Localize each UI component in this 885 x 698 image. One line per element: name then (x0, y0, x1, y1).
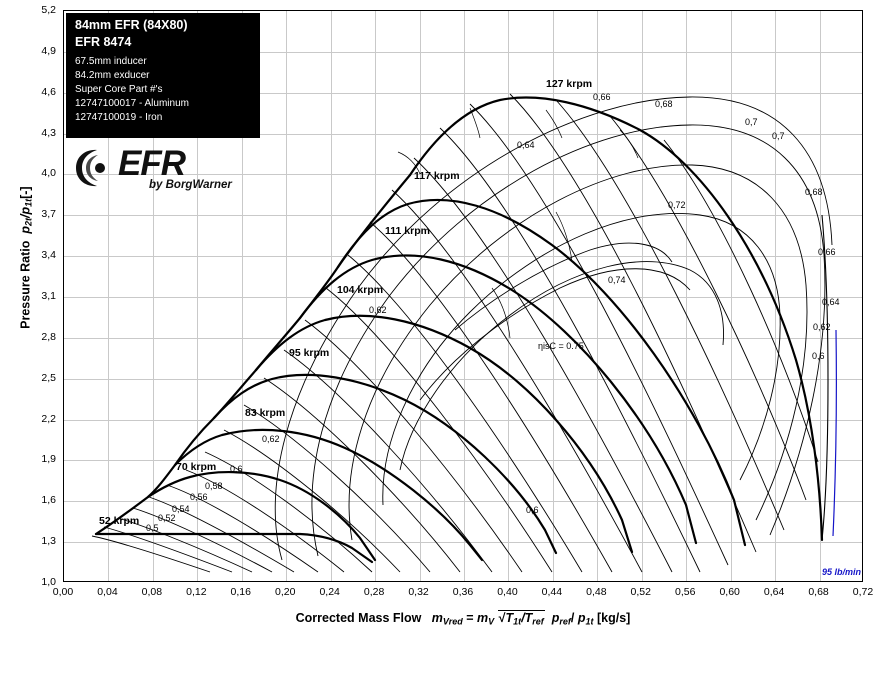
eff-island-070 (383, 213, 780, 505)
eff-label: 0,62 (813, 322, 831, 332)
x-axis-label: Corrected Mass Flow $m_{Vred} = m_V$ $√T_{1t}/T_{ref}$ $p_{ref}/$ $p_{1t}$ [kg/s] (295, 611, 631, 627)
x-tick: 0,24 (319, 586, 340, 598)
eff-label: 0,6 (526, 505, 539, 515)
x-tick: 0,64 (763, 586, 785, 598)
x-tick: 0,20 (275, 586, 296, 598)
y-tick: 4,6 (41, 85, 56, 98)
flow-limit-line (833, 330, 836, 536)
eff-label: 0,5 (146, 523, 159, 533)
x-tick: 0,72 (852, 586, 874, 598)
speed-line-95 (214, 375, 556, 553)
eff-label: 0,54 (172, 504, 190, 514)
info-line: 84.2mm exducer (75, 70, 150, 81)
eff-line-074a (470, 104, 728, 565)
y-tick: 1,0 (41, 576, 56, 588)
eff-label: 0,64 (517, 140, 535, 150)
eff-label: 0,66 (593, 92, 611, 102)
info-line: Super Core Part #'s (75, 84, 163, 95)
y-tick: 4,3 (41, 126, 56, 139)
info-line: 12747100017 - Aluminum (75, 98, 189, 109)
eff-label: 0,56 (190, 492, 208, 502)
eff-line-068b (348, 255, 582, 572)
speed-label-95: 95 krpm (289, 347, 330, 359)
y-tick: 3,7 (41, 208, 56, 221)
eff-island-064 (275, 97, 832, 560)
x-tick: 0,48 (586, 586, 607, 598)
eff-island-074 (420, 269, 690, 400)
y-tick: 4,0 (41, 167, 56, 180)
speed-label-117: 117 krpm (414, 170, 460, 182)
y-tick: 1,3 (41, 535, 56, 548)
eff-line-076 (664, 140, 818, 462)
eff-island-068 (349, 165, 807, 540)
speed-label-111: 111 krpm (385, 225, 430, 237)
eff-label: 0,68 (655, 99, 673, 109)
eff-label: 0,68 (805, 187, 823, 197)
x-tick: 0,00 (52, 586, 74, 598)
y-tick: 2,2 (41, 412, 56, 425)
surge-line (96, 175, 410, 534)
x-axis-label-text: Corrected Mass Flow (295, 611, 422, 625)
eff-label: 0,7 (745, 117, 758, 127)
x-tick: 0,28 (363, 586, 385, 598)
x-tick: 0,68 (808, 586, 829, 598)
speed-line-70 (148, 472, 375, 560)
x-tick: 0,16 (230, 586, 251, 598)
eff-label: 0,7 (772, 131, 785, 141)
speed-line-117 (338, 200, 745, 545)
eff-label: 0,72 (668, 200, 686, 210)
y-tick: 1,6 (41, 494, 56, 507)
speed-label-104: 104 krpm (337, 284, 384, 296)
info-model: EFR 8474 (75, 35, 132, 49)
eff-line-064b (264, 378, 460, 572)
y-axis-label-text: Pressure Ratio (18, 240, 33, 329)
eff-label: 0,6 (230, 464, 243, 474)
info-line: 67.5mm inducer (75, 56, 147, 67)
info-title: 84mm EFR (84X80) (75, 18, 188, 32)
x-tick: 0,36 (452, 586, 474, 598)
eff-label-peak: ηisC = 0.75 (538, 341, 584, 351)
x-tick: 0,08 (141, 586, 163, 598)
x-tick: 0,12 (186, 586, 207, 598)
eff-label: 0,66 (818, 247, 836, 257)
x-tick: 0,04 (97, 586, 118, 598)
speed-line-111 (300, 255, 696, 543)
eff-label: 0,58 (205, 481, 223, 491)
y-axis-label: Pressure Ratio $p_{2t}/p_{1t}[-]$ (18, 186, 34, 329)
y-tick: 2,8 (41, 330, 56, 343)
x-tick: 0,44 (541, 586, 563, 598)
x-tick: 0,56 (675, 586, 696, 598)
choke-line (822, 215, 828, 540)
y-tick: 2,5 (41, 371, 56, 384)
eff-line-056 (133, 508, 272, 572)
speed-line-83 (175, 430, 482, 560)
x-tick: 0,60 (719, 586, 740, 598)
x-tick: 0,40 (497, 586, 518, 598)
speed-label-83: 83 krpm (245, 407, 286, 419)
eff-line-068a (326, 288, 552, 572)
speed-label-70: 70 krpm (176, 461, 217, 473)
logo-tagline: by BorgWarner (149, 179, 232, 191)
x-tick: 0,52 (630, 586, 651, 598)
eff-label: 0,62 (369, 305, 387, 315)
eff-label: 0,64 (822, 297, 840, 307)
eff-label: 0,52 (158, 513, 176, 523)
eff-line-074b (510, 94, 756, 552)
logo-brand: EFR (118, 144, 185, 183)
y-tick: 4,9 (41, 44, 56, 57)
x-tick: 0,32 (408, 586, 429, 598)
eff-label: 0,62 (262, 434, 280, 444)
speed-label-52: 52 krpm (99, 515, 140, 527)
eff-label: 0,6 (812, 351, 825, 361)
eff-label: 0,74 (608, 275, 626, 285)
y-tick: 3,4 (41, 249, 56, 262)
speed-label-127: 127 krpm (546, 78, 593, 90)
flow-limit-label: 95 lb/min (822, 567, 862, 577)
y-tick: 5,2 (41, 4, 56, 16)
y-tick: 1,9 (41, 453, 56, 466)
y-tick: 3,1 (41, 290, 56, 302)
info-line: 12747100019 - Iron (75, 112, 163, 123)
eff-line-050 (92, 536, 210, 572)
